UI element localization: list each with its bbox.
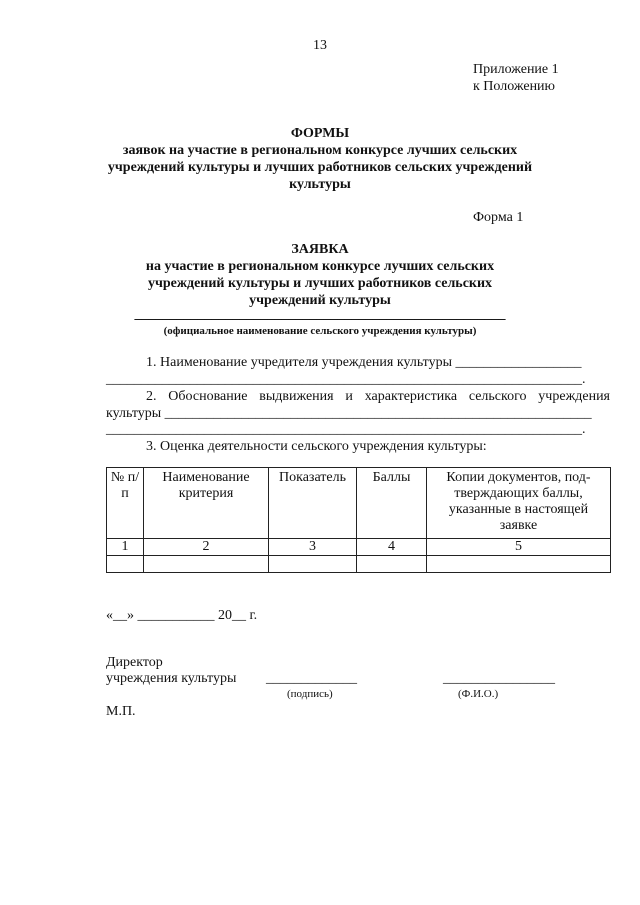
forms-heading: ФОРМЫ xyxy=(290,126,350,141)
table-cell xyxy=(269,556,357,573)
signatory-title-line-2: учреждения культуры xyxy=(106,671,237,686)
appendix-line-1: Приложение 1 xyxy=(473,62,559,77)
table-header-row xyxy=(107,468,611,539)
item-2-line-3: ____________________________________________________________________. xyxy=(106,422,586,437)
application-heading: ЗАЯВКА xyxy=(291,242,349,257)
application-line-3: учреждений культуры xyxy=(249,293,391,308)
scores-table xyxy=(106,467,611,573)
signature-blank: _____________ xyxy=(266,671,357,686)
table-cell: 1 xyxy=(107,539,144,556)
item-2-line-2: культуры _____________________________________________________________ xyxy=(106,406,592,421)
item-3: 3. Оценка деятельности сельского учреждения культуры: xyxy=(146,439,487,454)
application-line-1: на участие в региональном конкурсе лучших сельских xyxy=(145,259,495,274)
forms-title-line-2: учреждений культуры и лучших работников сельских учреждений xyxy=(107,160,533,175)
table-numbering-row xyxy=(107,539,611,556)
table-cell xyxy=(144,556,269,573)
header-points: Баллы xyxy=(357,468,427,539)
full-name-caption: (Ф.И.О.) xyxy=(458,688,499,700)
header-documents: Копии документов, под-тверждающих баллы, указанные в настоящей заявке xyxy=(427,468,611,539)
full-name-blank: ________________ xyxy=(443,671,555,686)
institution-name-blank: _____________________________________________________ xyxy=(134,307,506,322)
signatory-title-line-1: Директор xyxy=(106,655,163,670)
table-cell: 3 xyxy=(269,539,357,556)
header-number: № п/п xyxy=(107,468,144,539)
application-line-2: учреждений культуры и лучших работников сельских xyxy=(147,276,493,291)
form-label: Форма 1 xyxy=(473,210,524,225)
header-indicator: Показатель xyxy=(269,468,357,539)
forms-title-line-1: заявок на участие в региональном конкурсе лучших сельских xyxy=(122,143,518,158)
page-number: 13 xyxy=(313,38,327,53)
table-cell: 4 xyxy=(357,539,427,556)
header-criterion: Наименование критерия xyxy=(144,468,269,539)
forms-title-line-3: культуры xyxy=(289,177,351,192)
table-cell: 5 xyxy=(427,539,611,556)
table-cell: 2 xyxy=(144,539,269,556)
item-1-line-2: ____________________________________________________________________. xyxy=(106,372,586,387)
item-2-line-1 xyxy=(146,389,610,405)
signature-caption: (подпись) xyxy=(287,688,333,700)
institution-name-caption: (официальное наименование сельского учреждения культуры) xyxy=(163,325,477,337)
table-row xyxy=(107,556,611,573)
table-cell xyxy=(107,556,144,573)
table-cell xyxy=(357,556,427,573)
appendix-line-2: к Положению xyxy=(473,79,556,94)
table-cell xyxy=(427,556,611,573)
item-2-line-1-text: 2. Обоснование выдвижения и характеристика сельского учреждения xyxy=(146,389,610,404)
date-line: «__» ___________ 20__ г. xyxy=(106,608,258,623)
stamp-placeholder: М.П. xyxy=(106,704,136,719)
item-1-line-1: 1. Наименование учредителя учреждения культуры __________________ xyxy=(146,355,582,370)
